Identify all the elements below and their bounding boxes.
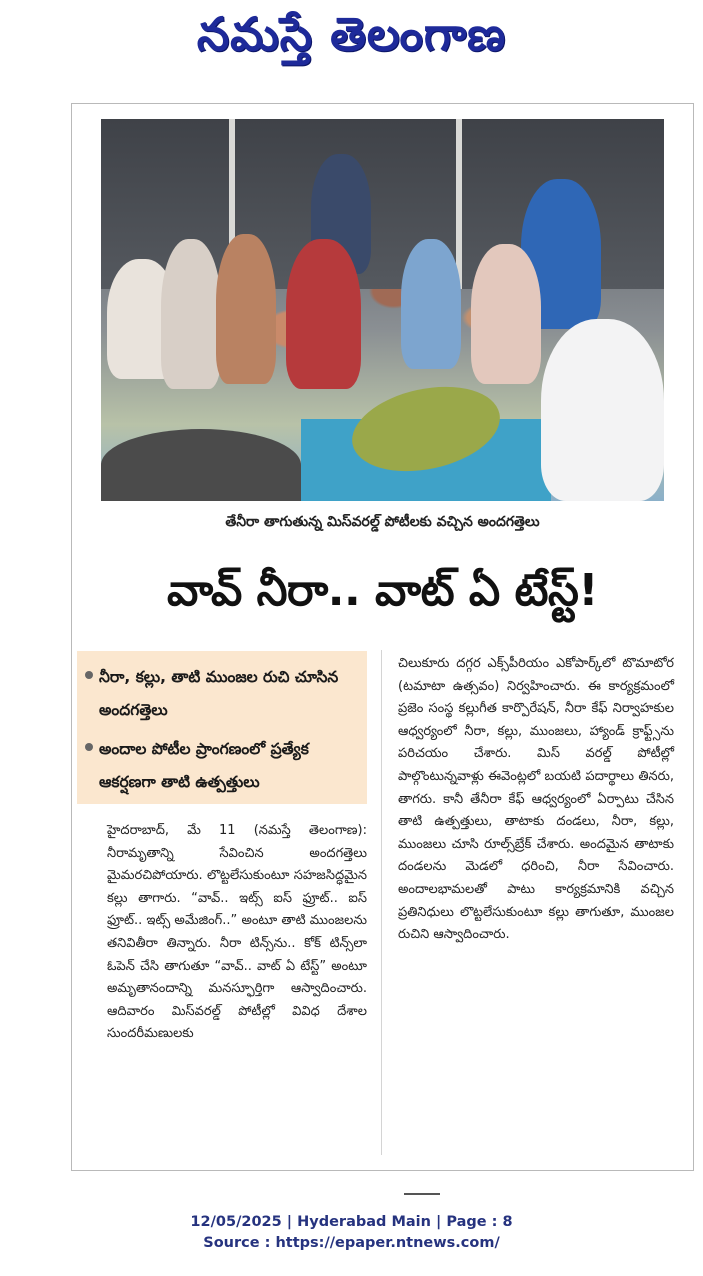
- end-rule: [404, 1193, 440, 1195]
- article-body-right-column: [398, 653, 674, 947]
- photo-caption: తేనీరా తాగుతున్న మిస్‌వరల్డ్ పోటీలకు వచ్చిన అందగత్తెలు: [225, 513, 540, 530]
- photo-person: [216, 234, 276, 384]
- photo-person: [541, 319, 664, 501]
- highlights-box: [77, 651, 367, 804]
- photo-person: [101, 429, 301, 501]
- bullet-icon: [85, 743, 93, 751]
- source-link[interactable]: Source : https://epaper.ntnews.com/: [203, 1235, 500, 1251]
- footer: [0, 1212, 703, 1254]
- column-divider: [381, 650, 382, 1155]
- newspaper-title: నమస్తే తెలంగాణ: [196, 7, 507, 61]
- highlight-item: [85, 661, 359, 727]
- photo-person: [161, 239, 221, 389]
- photo-person: [401, 239, 461, 369]
- photo-person: [471, 244, 541, 384]
- news-photo: [101, 119, 664, 501]
- highlight-item: [85, 733, 359, 799]
- highlight-text: అందాల పోటీల ప్రాంగణంలో ప్రత్యేక ఆకర్షణగా తాటి ఉత్పత్తులు: [99, 740, 309, 791]
- masthead: [0, 0, 703, 80]
- article-body-text: హైదరాబాద్, మే 11 (నమస్తే తెలంగాణ): నీరామృతాన్ని సేవించిన అందగత్తెలు మైమరచిపోయారు. లొట్టలేసుకుంటూ సహజసిద్ధమైన కల్లు తాగారు. “వావ్.. ఇట్స్ ఐస్ ఫ్రూట్.. ఐస్ ఫ్రూట్.. ఇట్స్ అమేజింగ్..” అంటూ తాటి ముంజలను తనివితీరా తిన్నారు. నీరా టిన్స్‌ను.. కోక్ టిన్స్‌లా ఓపెన్ చేసి తాగుతూ “వావ్.. వాట్ ఏ టేస్ట్” అంటూ అమృతానందాన్ని మనస్ఫూర్తిగా ఆస్వాదించారు. ఆదివారం మిస్‌వరల్డ్ పోటీల్లో వివిధ దేశాల సుందరీమణులకు: [107, 823, 367, 1042]
- bullet-icon: [85, 671, 93, 679]
- photo-person: [286, 239, 361, 389]
- article-body-left-column: [107, 820, 367, 1046]
- highlight-text: నీరా, కల్లు, తాటి ముంజల రుచి చూసిన అందగత్తెలు: [99, 668, 339, 719]
- edition-info: 12/05/2025 | Hyderabad Main | Page : 8: [190, 1214, 513, 1230]
- article-headline: వావ్ నీరా.. వాట్ ఏ టేస్ట్!: [167, 565, 598, 616]
- photo-tent-pole: [456, 119, 462, 289]
- article-body-text: చిలుకూరు దగ్గర ఎక్స్‌పీరియం ఎకోపార్క్‌లో టొమాటోర (టమాటా ఉత్సవం) నిర్వహించారు. ఈ కార్యక్రమంలో ప్రజెం సంస్థ కల్లుగీత కార్పొరేషన్, నీరా కేఫ్ నిర్వాహకుల ఆధ్వర్యంలో నీరా, కల్లు, ముంజలు, హ్యాండ్ క్రాఫ్ట్స్‌ను పరిచయం చేశారు. మిస్ వరల్డ్ పోటీల్లో పాల్గొంటున్నవాళ్లు ఈవెంట్లలో బయటి పదార్థాలు తినరు, తాగరు. కానీ తేనీరా కేఫ్ ఆధ్వర్యంలో ఏర్పాటు చేసిన తాటి ఉత్పత్తులు, తాటాకు దండలు, నీరా, కల్లు, ముంజలు చూసి రూల్స్‌బ్రేక్ చేశారు. అందమైన తాటాకు దండలను మెడలో ధరించి, నీరా సేవించారు. అందాలభామలతో పాటు కార్యక్రమానికి వచ్చిన ప్రతినిధులు లొట్టలేసుకుంటూ కల్లు తాగుతూ, ముంజల రుచిని ఆస్వాదించారు.: [398, 656, 674, 943]
